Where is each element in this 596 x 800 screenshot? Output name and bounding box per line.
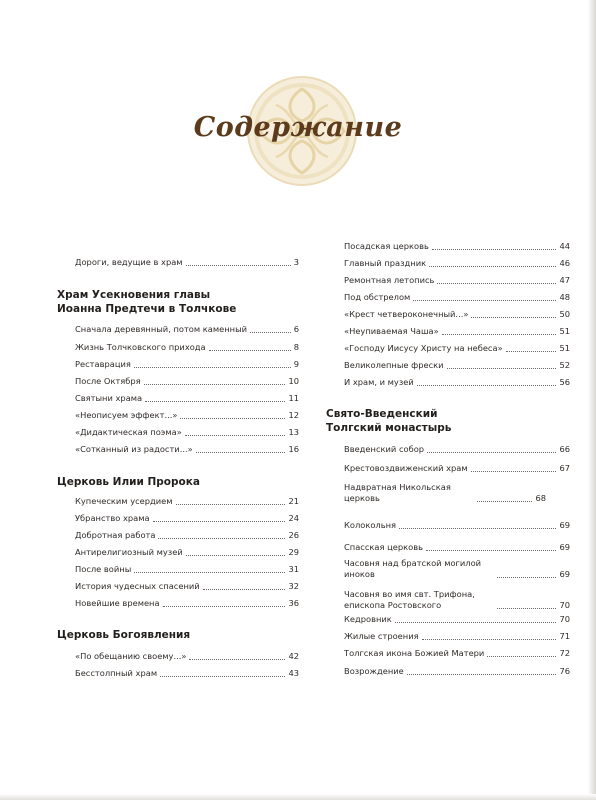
toc-entry[interactable]: Новейшие времена 36 [75,598,299,608]
toc-entry[interactable]: Жилые строения 71 [344,631,570,641]
toc-entry[interactable]: Возрождение 76 [344,666,570,676]
toc-entry[interactable]: Добротная работа 26 [75,530,299,540]
toc-entry[interactable]: Спасская церковь 69 [344,542,570,552]
toc-entry[interactable]: Великолепные фрески 52 [344,360,570,370]
toc-entry[interactable]: Антирелигиозный музей 29 [75,547,299,557]
toc-entry[interactable]: «Неупиваемая Чаша» 51 [344,326,570,336]
section-heading: Храм Усекновения главы [57,289,211,301]
section-heading: Иоанна Предтечи в Толчкове [57,303,237,315]
toc-entry[interactable]: Введенский собор 66 [344,444,570,454]
toc-entry[interactable]: Сначала деревянный, потом каменный 6 [75,324,299,334]
toc-entry[interactable]: «По обещанию своему...» 42 [75,651,299,661]
toc-entry[interactable]: Крестовоздвиженский храм 67 [344,463,570,473]
toc-entry[interactable]: После Октября 10 [75,376,299,386]
toc-entry[interactable]: Реставрация 9 [75,359,299,369]
toc-entry[interactable]: «Сотканный из радости...» 16 [75,444,299,454]
toc-entry[interactable]: Бесстолпный храм 43 [75,668,299,678]
toc-entry[interactable]: Посадская церковь 44 [344,241,570,251]
toc-entry[interactable]: «Крест четвероконечный...» 50 [344,309,570,319]
toc-entry[interactable]: После войны 31 [75,564,299,574]
toc-entry[interactable]: Кедровник 70 [344,614,570,624]
toc-entry[interactable]: Жизнь Толчковского прихода 8 [75,342,299,352]
toc-entry[interactable]: Убранство храма 24 [75,513,299,523]
toc-entry[interactable]: Часовня во имя свт. Трифона, епископа Ростовского 70 [344,589,570,610]
toc-entry[interactable]: Главный праздник 46 [344,258,570,268]
toc-entry[interactable]: Святыни храма 11 [75,393,299,403]
toc-entry[interactable]: История чудесных спасений 32 [75,581,299,591]
toc-entry[interactable]: Ремонтная летопись 47 [344,275,570,285]
toc-entry[interactable]: И храм, и музей 56 [344,377,570,387]
toc-entry[interactable]: Толгская икона Божией Матери 72 [344,648,570,658]
toc-entry[interactable]: Дороги, ведущие в храм 3 [75,257,299,267]
toc-entry[interactable]: Под обстрелом 48 [344,292,570,302]
page-edge-shadow [0,794,596,800]
toc-entry[interactable]: Купеческим усердием 21 [75,496,299,506]
toc-entry[interactable]: Часовня над братской могилой иноков 69 [344,558,570,579]
section-heading: Толгский монастырь [326,422,452,434]
toc-entry[interactable]: «Неописуем эффект...» 12 [75,410,299,420]
page-title: Содержание [193,112,403,143]
toc-entry[interactable]: Надвратная Никольская церковь 68 [344,482,546,503]
toc-entry[interactable]: «Господу Иисусу Христу на небеса» 51 [344,343,570,353]
section-heading: Церковь Илии Пророка [57,476,200,488]
toc-entry[interactable]: «Дидактическая поэма» 13 [75,427,299,437]
page-edge-shadow [588,0,596,800]
section-heading: Церковь Богоявления [57,629,191,641]
section-heading: Свято-Введенский [326,408,438,420]
toc-entry[interactable]: Колокольня 69 [344,520,570,530]
